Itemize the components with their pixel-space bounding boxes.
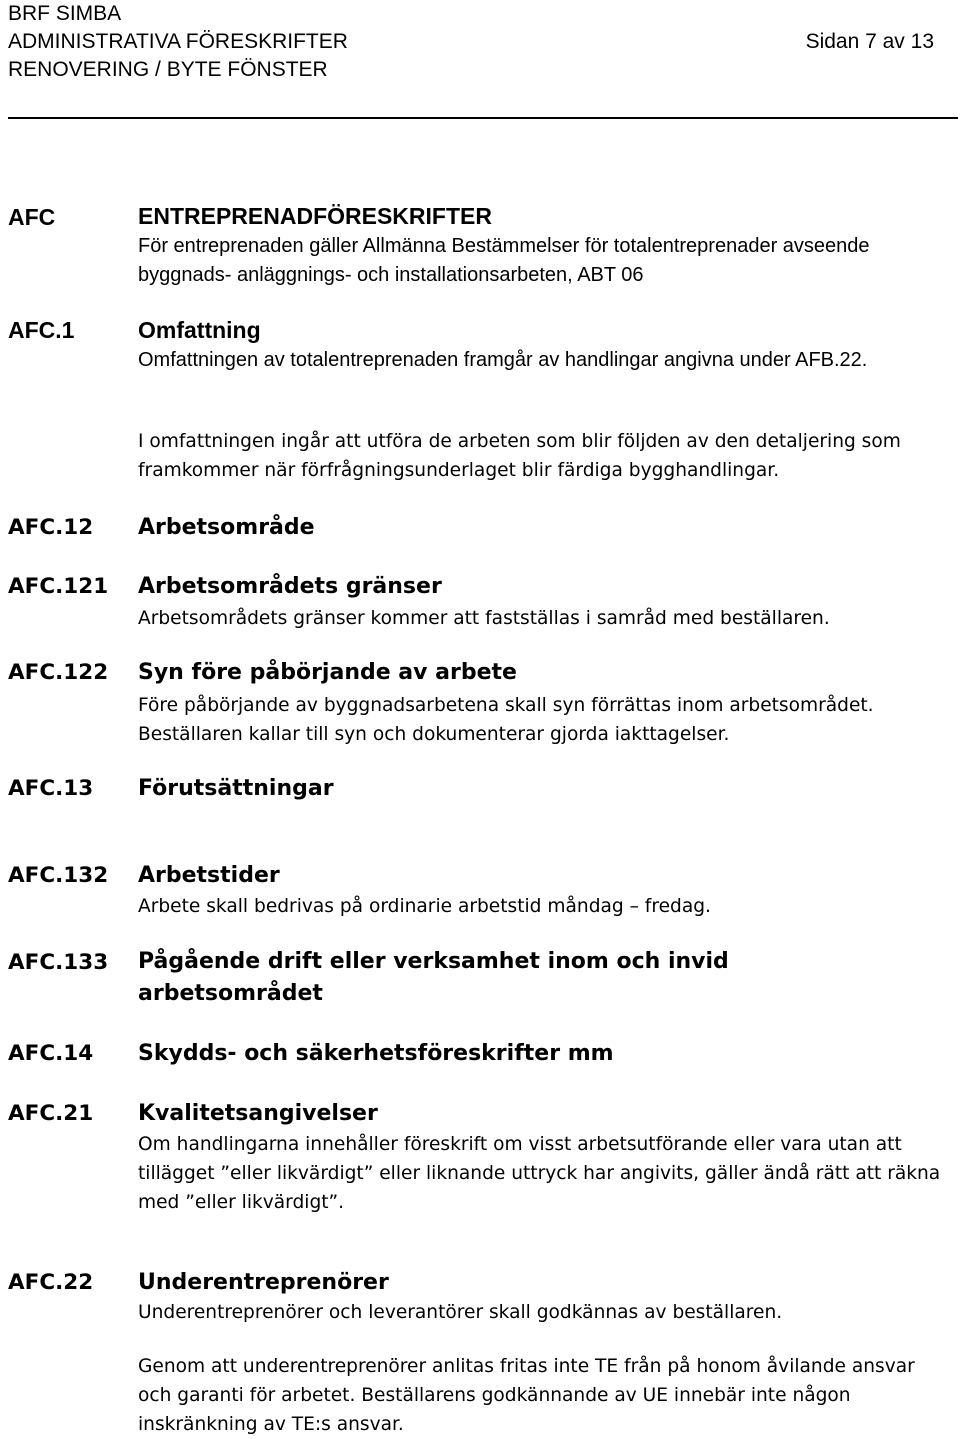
section-title-afc-22: Underentreprenörer bbox=[138, 1270, 389, 1295]
section-text-afc: För entreprenaden gäller Allmänna Bestämmelser för totalentreprenader avseende byggnads- anläggnings- och installationsarbeten, ABT 06 bbox=[138, 235, 870, 286]
section-title-afc-122: Syn före påbörjande av arbete bbox=[138, 660, 517, 685]
section-code-afc: AFC bbox=[8, 204, 56, 230]
section-title-afc-12: Arbetsområde bbox=[138, 515, 315, 540]
section-code-afc-132: AFC.132 bbox=[8, 863, 109, 888]
section-text-afc-22: Underentreprenörer och leverantörer skall godkännas av beställaren. bbox=[138, 1302, 783, 1323]
header-project-name: RENOVERING / BYTE FÖNSTER bbox=[8, 58, 328, 81]
section-code-afc-22: AFC.22 bbox=[8, 1270, 94, 1295]
header-divider bbox=[8, 117, 958, 119]
section-code-afc-133: AFC.133 bbox=[8, 950, 109, 975]
section-code-afc-14: AFC.14 bbox=[8, 1041, 94, 1066]
section-code-afc-1: AFC.1 bbox=[8, 317, 75, 343]
section-text-afc-1-scope: I omfattningen ingår att utföra de arbeten som blir följden av den detaljering som framkommer när förfrågningsunderlaget blir färdiga bygghandlingar. bbox=[138, 431, 901, 481]
section-title-afc-133: Pågående drift eller verksamhet inom och invid arbetsområdet bbox=[138, 949, 729, 1006]
section-text-afc-132: Arbete skall bedrivas på ordinarie arbetstid måndag – fredag. bbox=[138, 896, 711, 917]
section-code-afc-122: AFC.122 bbox=[8, 660, 109, 685]
section-title-afc-21: Kvalitetsangivelser bbox=[138, 1101, 378, 1126]
section-text-afc-121: Arbetsområdets gränser kommer att fastställas i samråd med beställaren. bbox=[138, 608, 830, 629]
section-code-afc-13: AFC.13 bbox=[8, 776, 94, 801]
section-code-afc-21: AFC.21 bbox=[8, 1101, 94, 1126]
section-text-afc-122: Före påbörjande av byggnadsarbetena skall syn förrättas inom arbetsområdet. Beställaren kallar till syn och dokumenterar gjorda iakttagelser. bbox=[138, 695, 874, 745]
section-title-afc-132: Arbetstider bbox=[138, 863, 280, 888]
section-title-afc-13: Förutsättningar bbox=[138, 776, 334, 801]
section-code-afc-121: AFC.121 bbox=[8, 574, 109, 599]
header-org-name: BRF SIMBA bbox=[8, 2, 122, 25]
section-text-afc-21: Om handlingarna innehåller föreskrift om visst arbetsutförande eller vara utan att tillägget ”eller likvärdigt” eller liknande uttryck har angivits, gäller ändå rätt att räkna med ”eller likvärdigt”. bbox=[138, 1134, 941, 1213]
section-title-afc-1: Omfattning bbox=[138, 317, 261, 343]
section-title-afc-121: Arbetsområdets gränser bbox=[138, 574, 442, 599]
section-text-afc-1: Omfattningen av totalentreprenaden framgår av handlingar angivna under AFB.22. bbox=[138, 349, 868, 371]
section-code-afc-12: AFC.12 bbox=[8, 515, 94, 540]
section-title-afc-14: Skydds- och säkerhetsföreskrifter mm bbox=[138, 1041, 614, 1066]
header-document-type: ADMINISTRATIVA FÖRESKRIFTER bbox=[8, 30, 348, 53]
section-text-afc-22-responsibility: Genom att underentreprenörer anlitas fritas inte TE från på honom åvilande ansvar och garanti för arbetet. Beställarens godkännande av UE innebär inte någon inskränkning av TE:s ansvar. bbox=[138, 1356, 915, 1435]
header-page-number: Sidan 7 av 13 bbox=[805, 30, 934, 53]
section-title-afc: ENTREPRENADFÖRESKRIFTER bbox=[138, 203, 492, 229]
